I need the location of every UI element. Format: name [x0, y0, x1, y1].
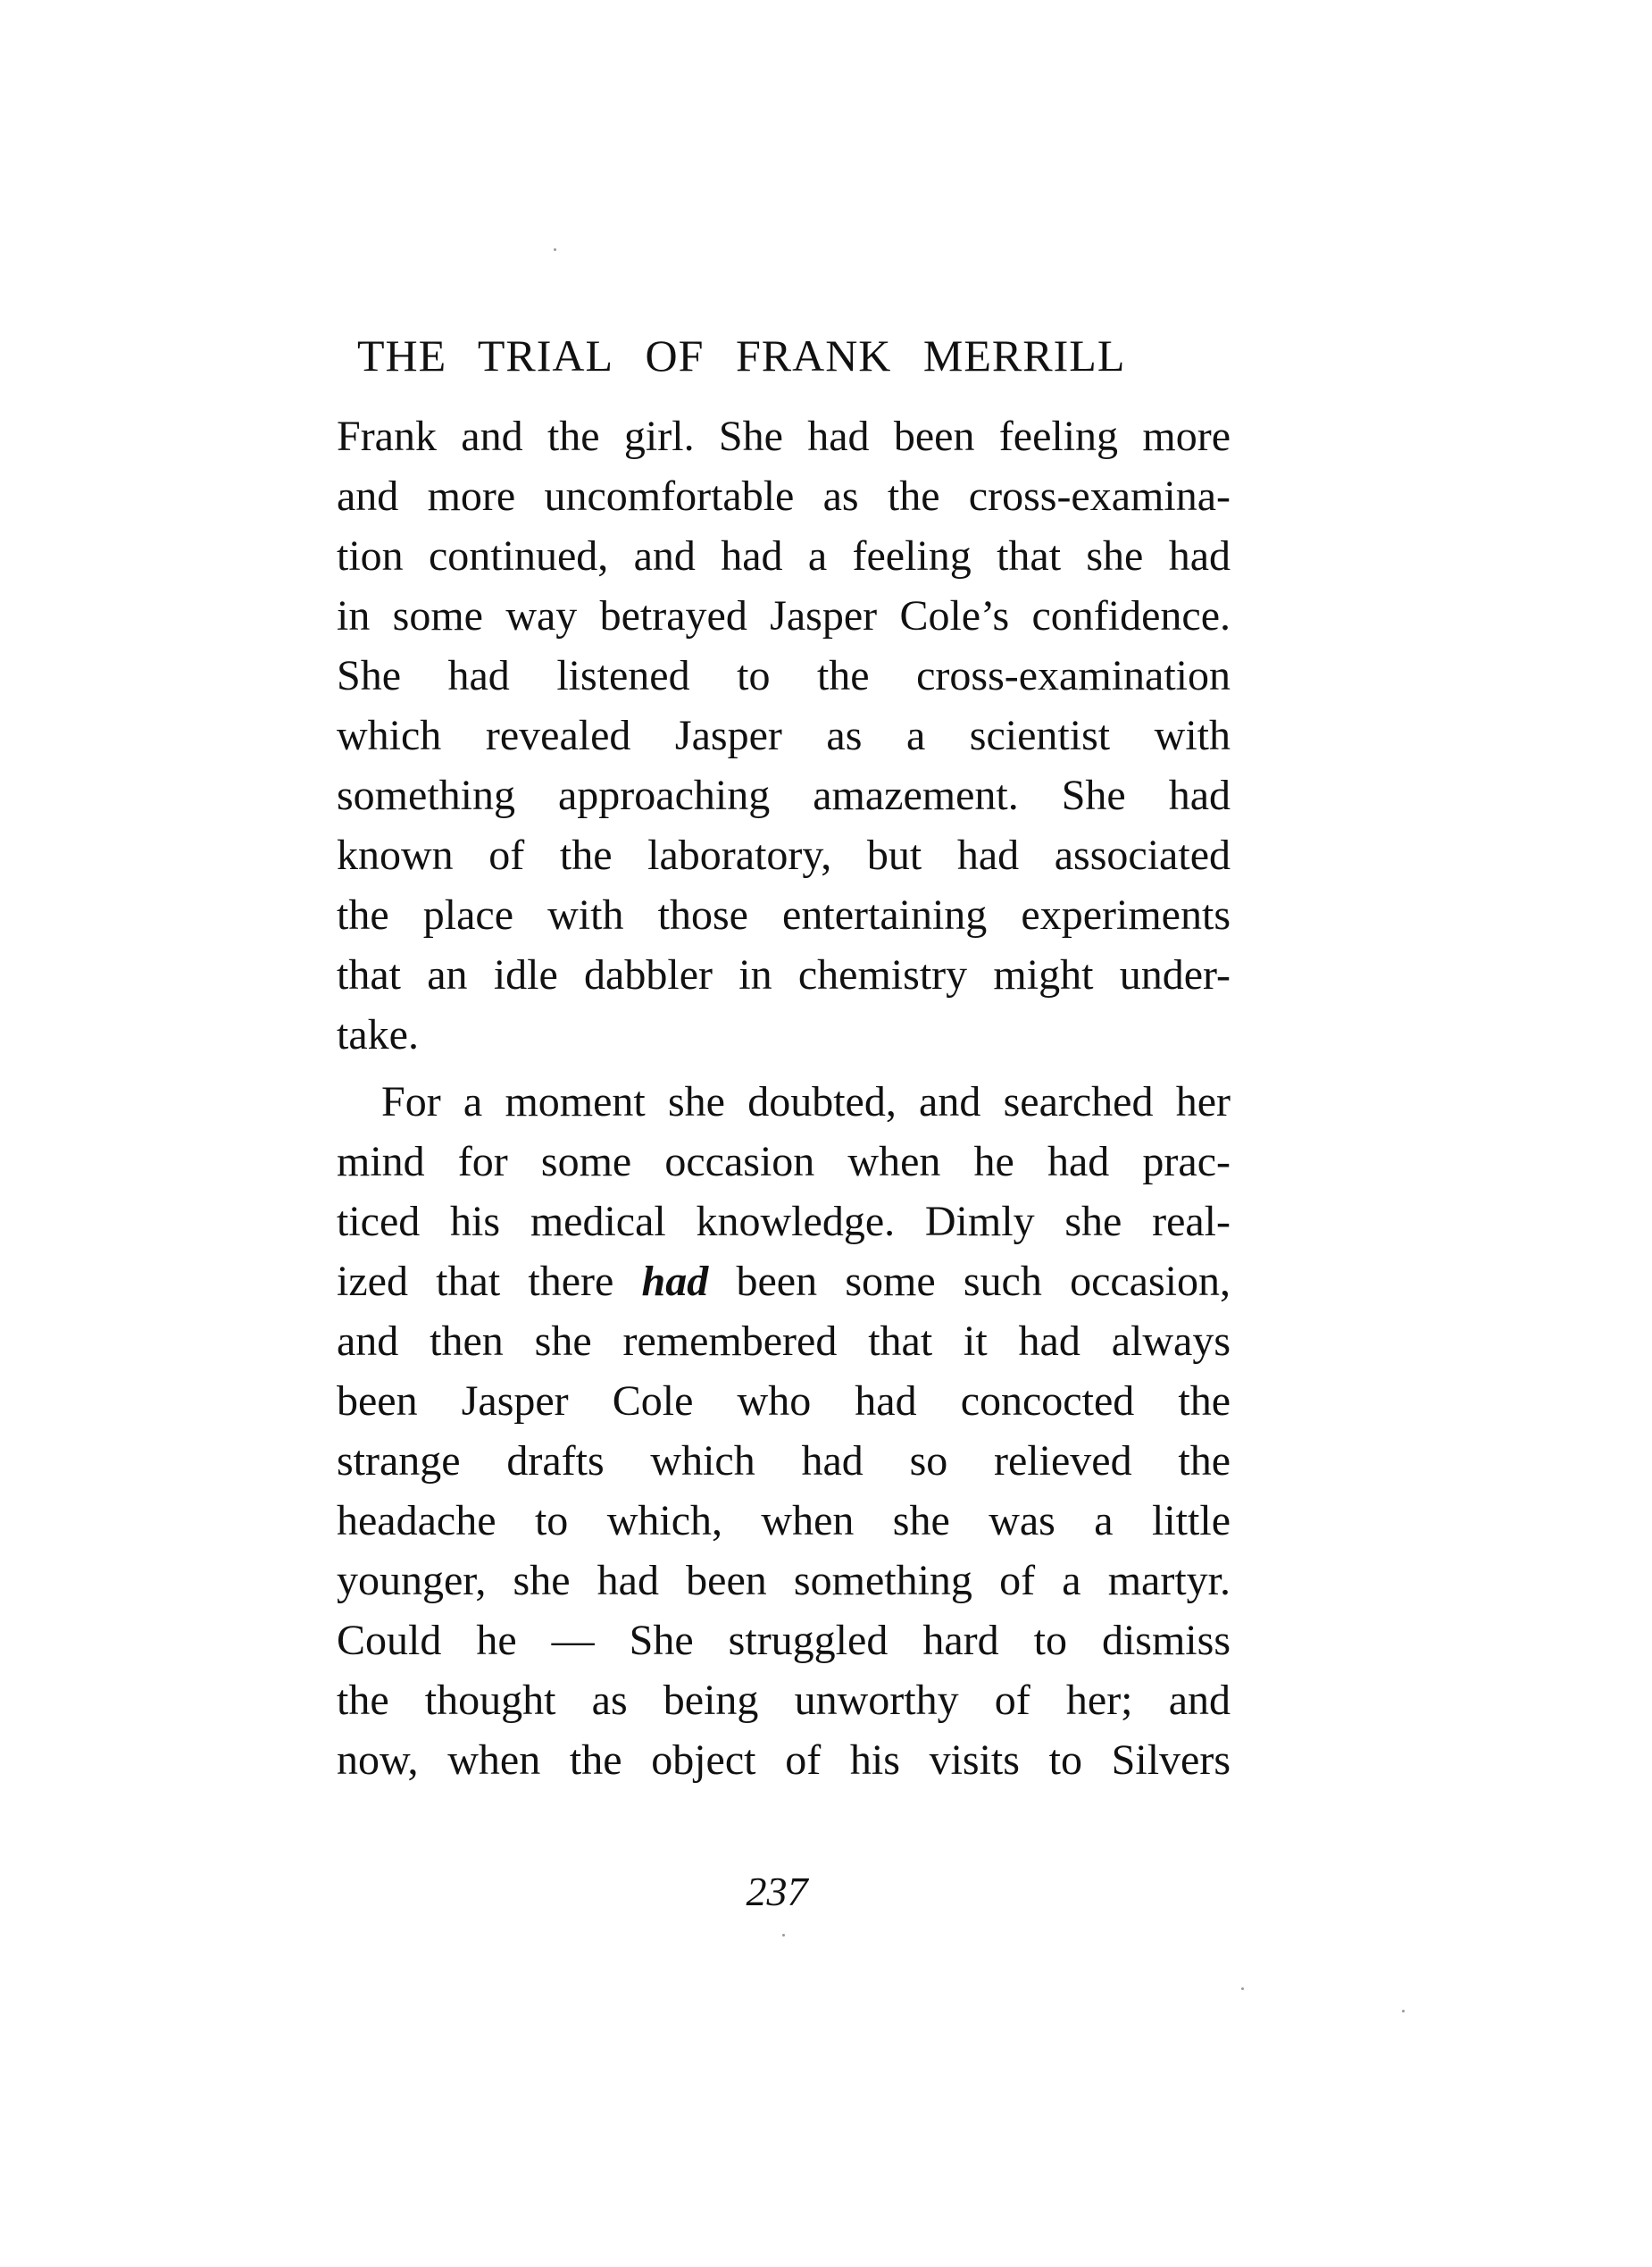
text-line: the thought as being unworthy of her; and — [337, 1677, 1231, 1724]
scan-speck — [782, 1934, 785, 1937]
text-line: strange drafts which had so relieved the — [337, 1437, 1231, 1485]
emphasis-line-before: ized that there — [337, 1258, 642, 1305]
text-line: and then she remembered that it had always — [337, 1318, 1231, 1365]
running-head-word: FRANK — [735, 330, 892, 381]
text-line: For a moment she doubted, and searched her — [381, 1078, 1231, 1125]
text-line: headache to which, when she was a little — [337, 1497, 1231, 1544]
text-line: mind for some occasion when he had prac- — [337, 1138, 1231, 1185]
text-line: which revealed Jasper as a scientist with — [337, 712, 1231, 759]
running-head-word: OF — [645, 330, 705, 381]
text-line: been Jasper Cole who had concocted the — [337, 1377, 1231, 1425]
text-line: Could he — She struggled hard to dismiss — [337, 1617, 1231, 1664]
text-line: in some way betrayed Jasper Cole’s confidence. — [337, 592, 1231, 640]
text-line: known of the laboratory, but had associated — [337, 832, 1231, 879]
text-line: ticed his medical knowledge. Dimly she real- — [337, 1198, 1231, 1245]
text-line-with-emphasis — [337, 1251, 1231, 1311]
page-number: 237 — [746, 1869, 808, 1914]
paragraph-2 — [337, 1072, 1231, 1790]
text-line: Frank and the girl. She had been feeling more — [337, 413, 1231, 460]
emphasis-line-after: been some such occasion, — [708, 1258, 1231, 1305]
text-line: that an idle dabbler in chemistry might under- — [337, 951, 1231, 999]
text-line: something approaching amazement. She had — [337, 772, 1231, 819]
text-line: tion continued, and had a feeling that she had — [337, 532, 1231, 580]
text-line: now, when the object of his visits to Silvers — [337, 1736, 1231, 1784]
text-line: She had listened to the cross-examination — [337, 652, 1231, 699]
running-head-word: MERRILL — [922, 330, 1126, 381]
text-line: and more uncomfortable as the cross-examina- — [337, 473, 1231, 520]
running-head — [357, 329, 1232, 382]
scan-speck — [1241, 1987, 1244, 1990]
running-head-word: THE — [357, 330, 447, 381]
paragraph-1 — [337, 406, 1231, 1065]
scan-speck — [1402, 2010, 1405, 2012]
emphasized-word: had — [641, 1258, 709, 1305]
running-head-word: TRIAL — [477, 330, 614, 381]
body-text — [337, 406, 1231, 1790]
text-line: younger, she had been something of a martyr. — [337, 1557, 1231, 1604]
paragraph-gap — [337, 1065, 1231, 1072]
text-line: take. — [337, 1011, 419, 1058]
scan-speck — [554, 248, 556, 251]
text-line: the place with those entertaining experiments — [337, 891, 1231, 939]
